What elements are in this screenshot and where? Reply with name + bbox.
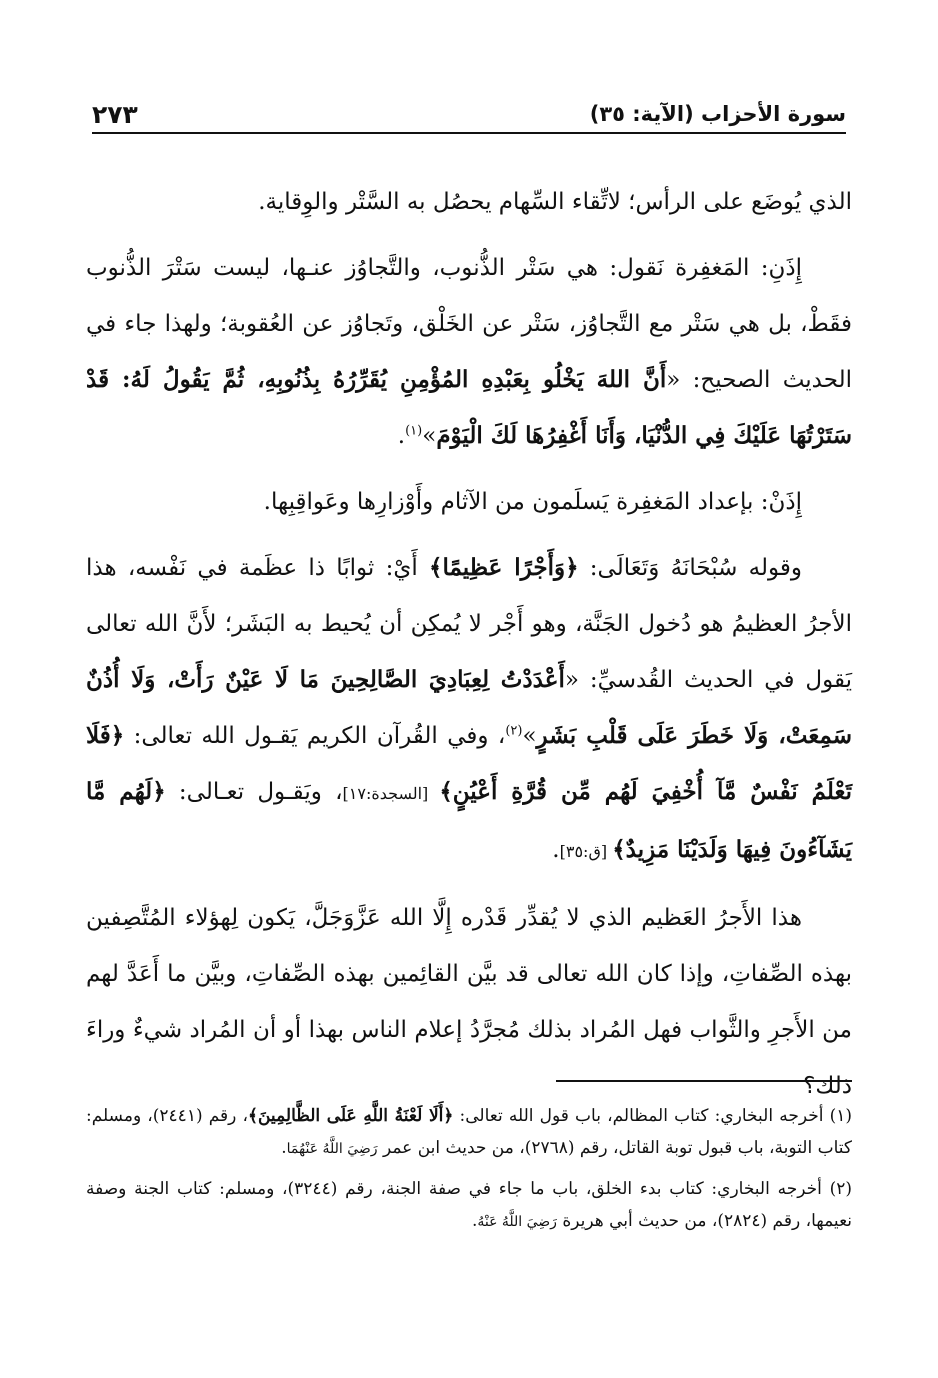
paragraph-4-a: وقوله سُبْحَانَهُ وَتَعَالَى: bbox=[578, 555, 802, 581]
footnote-2 bbox=[86, 1173, 852, 1238]
footnote-2-end: . bbox=[471, 1211, 478, 1231]
quote-close-1: » bbox=[422, 423, 437, 449]
paragraph-1: الذي يُوضَع على الرأس؛ لاتِّقاء السِّهام يحصُل به السَّتْر والوِقاية. bbox=[258, 189, 852, 215]
page-number: ٢٧٣ bbox=[92, 99, 138, 129]
quran-verse-1: ﴿وَأَجْرًا عَظِيمًا﴾ bbox=[429, 554, 579, 581]
header-title: سورة الأحزاب (الآية: ٣٥) bbox=[589, 102, 846, 126]
footnote-1-honorific: رَضِيَ اللَّهُ عَنْهُمَا bbox=[286, 1141, 378, 1157]
quote-close-2: » bbox=[522, 723, 537, 749]
footnote-1 bbox=[86, 1100, 852, 1165]
footnote-ref-2[interactable]: (٢) bbox=[505, 723, 523, 739]
verse-reference-2: [ق:٣٥] bbox=[559, 842, 613, 861]
footnote-1-b: ، رقم (٢٤٤١)، ومسلم: كتاب التوبة، باب قبول توبة القاتل، رقم (٢٧٦٨)، من حديث ابن عمر bbox=[86, 1106, 852, 1158]
quran-verse-3: ﴿لَهُم مَّا يَشَآءُونَ فِيهَا وَلَدَيْنَا مَزِيدٌ﴾ bbox=[86, 778, 852, 863]
running-header bbox=[92, 96, 846, 134]
footnote-2-honorific: رَضِيَ اللَّهُ عَنْهُ bbox=[477, 1214, 557, 1230]
paragraph-4 bbox=[86, 540, 852, 880]
footnotes bbox=[86, 1100, 852, 1246]
hadith-text-2: أَعْدَدْتُ لِعِبَادِيَ الصَّالِحِينَ مَا لَا عَيْنٌ رَأَتْ، وَلَا أُذُنٌ سَمِعَتْ، وَلَا خَطَرَ عَلَى قَلْبِ بَشَرٍ bbox=[86, 666, 852, 749]
footnote-1-end: . bbox=[281, 1138, 287, 1158]
verse-reference-1: [السجدة:١٧] bbox=[342, 784, 440, 803]
paragraph-2 bbox=[86, 240, 852, 464]
paragraph-4-d: ، ويَقـول تعـالى: bbox=[165, 779, 343, 805]
quran-verse-2: ﴿فَلَا تَعْلَمُ نَفْسٌ مَّآ أُخْفِيَ لَهُم مِّن قُرَّةِ أَعْيُنٍ﴾ bbox=[86, 722, 852, 805]
footnote-ref-1[interactable]: (١) bbox=[405, 423, 423, 439]
hadith-text-1: أَنَّ اللهَ يَخْلُو بِعَبْدِهِ المُؤْمِنِ يُقَرِّرُهُ بِذُنُوبِهِ، ثُمَّ يَقُولُ لَهُ: قَدْ سَتَرْتُهَا عَلَيْكَ فِي الدُّنْيَا، وَأَنَا أَغْفِرُهَا لَكَ الْيَوْمَ bbox=[86, 366, 852, 449]
paragraph-4-b: أَيْ: ثوابًا ذا عظَمة في نَفْسه، هذا الأجرُ العظيمُ هو دُخول الجَنَّة، وهو أَجْر لا يُمكِن أن يُحيط به البَشَر؛ لأَنَّ الله تعالى يَقول في الحديث القُدسيِّ: « bbox=[86, 555, 853, 693]
main-text bbox=[86, 174, 852, 1124]
paragraph-5: هذا الأَجرُ العَظيم الذي لا يُقدِّر قَدْره إِلَّا الله عَزَّوَجَلَّ، يَكون لِهؤلاء المُتَّصِفين بهذه الصِّفاتِ، وإذا كان الله تعالى قد بيَّن القائِمين بهذه الصِّفاتِ، وبيَّن ما أَعَدَّ لهم من الأَجرِ والثَّواب فهل المُراد بذلك مُجرَّدُ إعلام الناس بهذا أو أن المُراد شيءٌ وراءَ ذلك؟ bbox=[86, 905, 852, 1099]
paragraph-3: إِذَنْ: بإعداد المَغفِرة يَسلَمون من الآثام وأَوْزارِها وعَواقِبِها. bbox=[263, 489, 802, 515]
paragraph-4-c: ، وفي القُرآن الكريم يَقـول الله تعالى: bbox=[124, 723, 506, 749]
paragraph-2-intro: إِذَنِ: المَغفِرة نَقول: هي سَتْر الذُّنوب، والتَّجاوُز عنـها، ليست سَتْرَ الذُّنوب فقَطْ، بل هي سَتْر مع التَّجاوُز، سَتْر عن الخَلْق، وتَجاوُز عن العُقوبة؛ ولهذا جاء في الحديث الصحيح: « bbox=[86, 255, 852, 393]
footnote-1-verse: ﴿أَلَا لَعْنَةُ اللَّهِ عَلَى الظَّالِمِينَ﴾ bbox=[248, 1106, 454, 1126]
footnote-separator bbox=[556, 1080, 852, 1082]
paragraph-2-end: . bbox=[397, 423, 406, 449]
footnote-1-a: (١) أخرجه البخاري: كتاب المظالم، باب قول الله تعالى: bbox=[453, 1106, 852, 1126]
paragraph-4-end: . bbox=[552, 837, 560, 863]
footnote-2-a: (٢) أخرجه البخاري: كتاب بدء الخلق، باب ما جاء في صفة الجنة، رقم (٣٢٤٤)، ومسلم: كتاب الجنة وصفة نعيمها، رقم (٢٨٢٤)، من حديث أبي هريرة bbox=[86, 1179, 852, 1231]
